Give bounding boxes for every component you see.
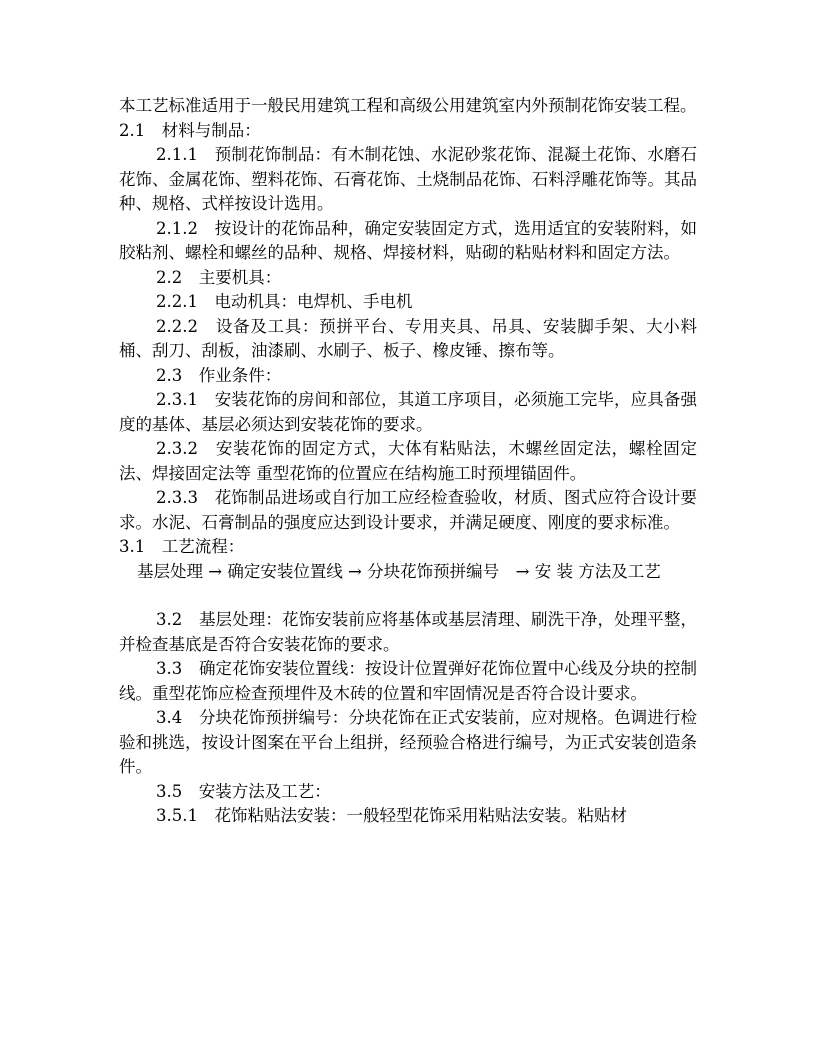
clause-2-3-2: 2.3.2 安装花饰的固定方式，大体有粘贴法，木螺丝固定法，螺栓固定法、焊接固定法等 重型花饰的位置应在结构施工时预埋锚固件。: [119, 439, 697, 483]
clause-2-3-3: 2.3.3 花饰制品进场或自行加工应经检查验收，材质、图式应符合设计要求。水泥、石膏制品的强度应达到设计要求，并满足硬度、刚度的要求标准。: [119, 488, 697, 532]
section-heading-3-1: 3.1 工艺流程：: [119, 537, 245, 556]
clause-2-3-1: 2.3.1 安装花饰的房间和部位，其道工序项目，必须施工完毕，应具备强度的基体、基层必须达到安装花饰的要求。: [119, 390, 697, 434]
clause-3-4: 3.4 分块花饰预拼编号：分块花饰在正式安装前，应对规格。色调进行检验和挑选，按设计图案在平台上组拼，经预验合格进行编号，为正式安装创造条件。: [119, 708, 697, 776]
clause-3-2: 3.2 基层处理：花饰安装前应将基体或基层清理、刷洗干净，处理平整，并检查基底是否符合安装花饰的要求。: [119, 610, 697, 654]
clause-2-2-1: 2.2.1 电动机具：电焊机、手电机: [156, 292, 413, 311]
clause-3-5-1: 3.5.1 花饰粘贴法安装：一般轻型花饰采用粘贴法安装。粘贴材: [156, 806, 627, 825]
blank-line: [119, 584, 697, 608]
section-heading-2-2: 2.2 主要机具：: [156, 267, 282, 287]
document-page: [119, 94, 697, 829]
intro-paragraph: 本工艺标准适用于一般民用建筑工程和高级公用建筑室内外预制花饰安装工程。: [119, 96, 697, 115]
clause-2-1-2: 2.1.2 按设计的花饰品种，确定安装固定方式，选用适宜的安装附料，如胶粘剂、螺栓和螺丝的品种、规格、焊接材料，贴砌的粘贴材料和固定方法。: [119, 218, 697, 262]
process-flow: 基层处理 → 确定安装位置线 → 分块花饰预拼编号 → 安 装 方法及工艺: [137, 561, 661, 581]
section-heading-2-3: 2.3 作业条件：: [156, 365, 282, 385]
section-heading-2-1: 2.1 材料与制品：: [119, 120, 261, 140]
section-heading-3-5: 3.5 安装方法及工艺：: [156, 781, 331, 801]
clause-2-2-2: 2.2.2 设备及工具：预拼平台、专用夹具、吊具、安装脚手架、大小料桶、刮刀、刮板，油漆刷、水刷子、板子、橡皮锤、擦布等。: [119, 316, 697, 360]
clause-3-3: 3.3 确定花饰安装位置线：按设计位置弹好花饰位置中心线及分块的控制线。重型花饰应检查预埋件及木砖的位置和牢固情况是否符合设计要求。: [119, 659, 697, 703]
clause-2-1-1: 2.1.1 预制花饰制品：有木制花蚀、水泥砂浆花饰、混凝土花饰、水磨石花饰、金属花饰、塑料花饰、石膏花饰、土烧制品花饰、石料浮雕花饰等。其品种、规格、式样按设计选用。: [119, 145, 697, 213]
